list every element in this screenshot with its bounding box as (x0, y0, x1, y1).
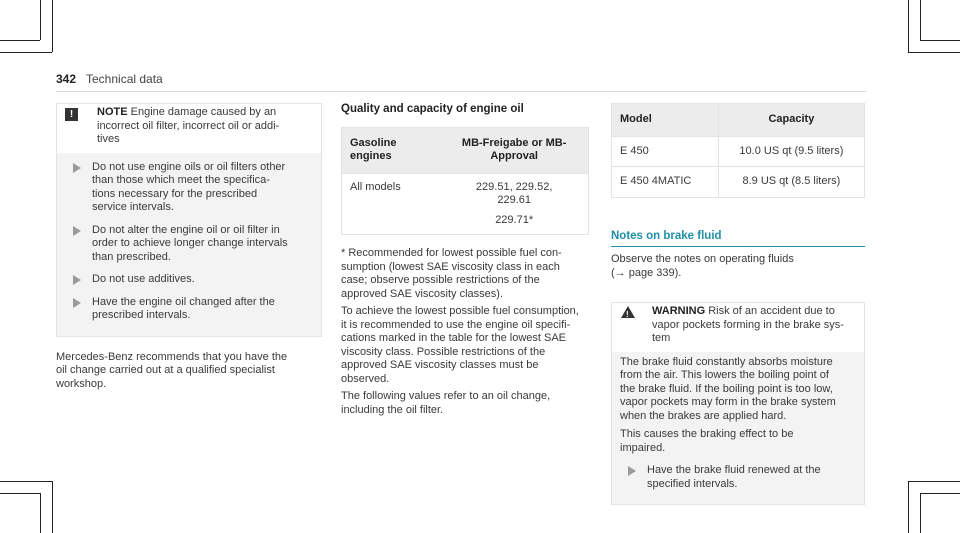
page-header (56, 72, 866, 92)
step-line: Do not use engine oils or oil filters other (92, 160, 286, 173)
notice-text-line: Engine damage caused by an (130, 106, 277, 118)
page-title: Technical data (86, 72, 163, 86)
oil-section-heading: Quality and capacity of engine oil (341, 103, 524, 115)
notice-text-line: incorrect oil filter, incorrect oil or addi- (97, 119, 280, 132)
page-reference-link[interactable]: (→ page 339). (611, 266, 682, 279)
crop-mark (908, 481, 960, 482)
notice-step (65, 269, 313, 292)
crop-mark (908, 481, 909, 533)
crop-mark (0, 481, 52, 482)
para-line: workshop. (56, 377, 107, 390)
step-line: Have the brake fluid renewed at the (647, 464, 821, 476)
warning-text-line: Risk of an accident due to (708, 305, 835, 317)
para-line: To achieve the lowest possible fuel consumption, (341, 305, 579, 317)
crop-mark (920, 493, 960, 494)
step-line: tions necessary for the prescribed (92, 187, 258, 200)
table-header: MB-Freigabe or MB-Approval (440, 127, 588, 173)
table-header: Gasoline engines (342, 127, 441, 173)
table-cell (440, 173, 588, 235)
warning-text-line: tem (652, 332, 671, 344)
crop-mark (908, 0, 909, 52)
crop-mark (0, 493, 40, 494)
crop-mark (40, 493, 41, 533)
warning-label: WARNING (652, 305, 706, 317)
column-middle (341, 103, 589, 421)
capacity-table (611, 103, 865, 198)
notice-step (65, 292, 313, 328)
notice-label: NOTE (97, 106, 128, 118)
para-line: oil change carried out at a qualified specialist (56, 364, 275, 376)
warning-text-line: vapor pockets forming in the brake sys- (652, 318, 844, 331)
oil-approval-table (341, 127, 589, 236)
warning-body-line: when the brakes are applied hard. (620, 409, 787, 422)
warning-header (612, 303, 864, 352)
table-header: Model (612, 104, 719, 137)
step-line: Have the engine oil changed after the (92, 295, 275, 308)
crop-mark (52, 481, 53, 533)
crop-mark (920, 40, 960, 41)
crop-mark (40, 0, 41, 40)
para-line: it is recommended to use the engine oil specifi- (341, 318, 571, 331)
notice-step (65, 157, 313, 220)
warning-box (611, 302, 865, 505)
column-right (611, 103, 865, 505)
step-line: Do not use additives. (92, 273, 195, 285)
notice-step (65, 220, 313, 270)
brake-intro (611, 253, 865, 280)
exclamation-icon: ! (65, 108, 78, 121)
approval-value: 229.71* (495, 213, 534, 226)
notice-text-line: tives (97, 133, 120, 145)
warning-body-line: impaired. (620, 441, 666, 454)
step-arrow-icon (73, 275, 81, 285)
approval-value: 229.51, 229.52, (475, 180, 553, 193)
table-header: Capacity (718, 104, 864, 137)
page-number: 342 (56, 72, 77, 86)
table-cell: E 450 4MATIC (612, 167, 719, 198)
step-line: service intervals. (92, 201, 174, 213)
para-line: Observe the notes on operating fluids (611, 253, 794, 265)
warning-body-line: vapor pockets may form in the brake system (620, 396, 836, 408)
para-line: approved SAE viscosity classes must be (341, 359, 539, 371)
crop-mark (0, 40, 40, 41)
para-line: Mercedes-Benz recommends that you have the (56, 350, 288, 363)
table-row (612, 136, 865, 167)
table-cell: E 450 (612, 136, 719, 167)
footnote-line: sumption (lowest SAE viscosity class in each (341, 260, 560, 273)
step-line: prescribed intervals. (92, 309, 191, 321)
footnote (341, 247, 589, 417)
step-arrow-icon (628, 466, 636, 476)
footnote-line: * Recommended for lowest possible fuel con- (341, 247, 562, 259)
notice-box (56, 103, 322, 337)
para-line: including the oil filter. (341, 403, 444, 416)
table-cell: All models (342, 173, 441, 235)
crop-mark (920, 493, 921, 533)
table-row (612, 167, 865, 198)
crop-mark (52, 0, 53, 52)
workshop-paragraph (56, 351, 322, 392)
warning-body (612, 352, 864, 505)
approval-value: 229.61 (497, 194, 531, 206)
warning-triangle-icon: ! (621, 306, 635, 318)
notice-steps (57, 153, 321, 336)
footnote-line: case; observe possible restrictions of the (341, 274, 540, 286)
step-arrow-icon (73, 163, 81, 173)
notice-header (57, 104, 321, 153)
footnote-line: approved SAE viscosity classes). (341, 287, 504, 300)
step-arrow-icon (73, 226, 81, 236)
table-cell: 8.9 US qt (8.5 liters) (718, 167, 864, 198)
step-line: Do not alter the engine oil or oil filter in (92, 223, 280, 236)
table-cell: 10.0 US qt (9.5 liters) (718, 136, 864, 167)
para-line: viscosity class. Possible restrictions of the (341, 345, 546, 358)
step-line: specified intervals. (647, 477, 738, 490)
warning-step (620, 460, 856, 496)
warning-body-line: The brake fluid constantly absorbs moisture (620, 355, 833, 368)
brake-section-heading: Notes on brake fluid (611, 230, 865, 248)
table-row (342, 173, 589, 235)
crop-mark (0, 52, 52, 53)
step-line: than prescribed. (92, 250, 171, 263)
crop-mark (920, 0, 921, 40)
warning-body-line: from the air. This lowers the boiling point of (620, 369, 829, 381)
para-line: observed. (341, 372, 390, 385)
para-line: The following values refer to an oil change, (341, 390, 551, 402)
step-line: than those which meet the specifica- (92, 174, 270, 186)
crop-mark (908, 52, 960, 53)
step-line: order to achieve longer change intervals (92, 237, 288, 249)
step-arrow-icon (73, 298, 81, 308)
column-left (56, 103, 322, 391)
para-line: cations marked in the table for the lowest SAE (341, 332, 567, 344)
warning-body-line: the brake fluid. If the boiling point is too low, (620, 382, 833, 395)
warning-body-line: This causes the braking effect to be (620, 428, 794, 440)
